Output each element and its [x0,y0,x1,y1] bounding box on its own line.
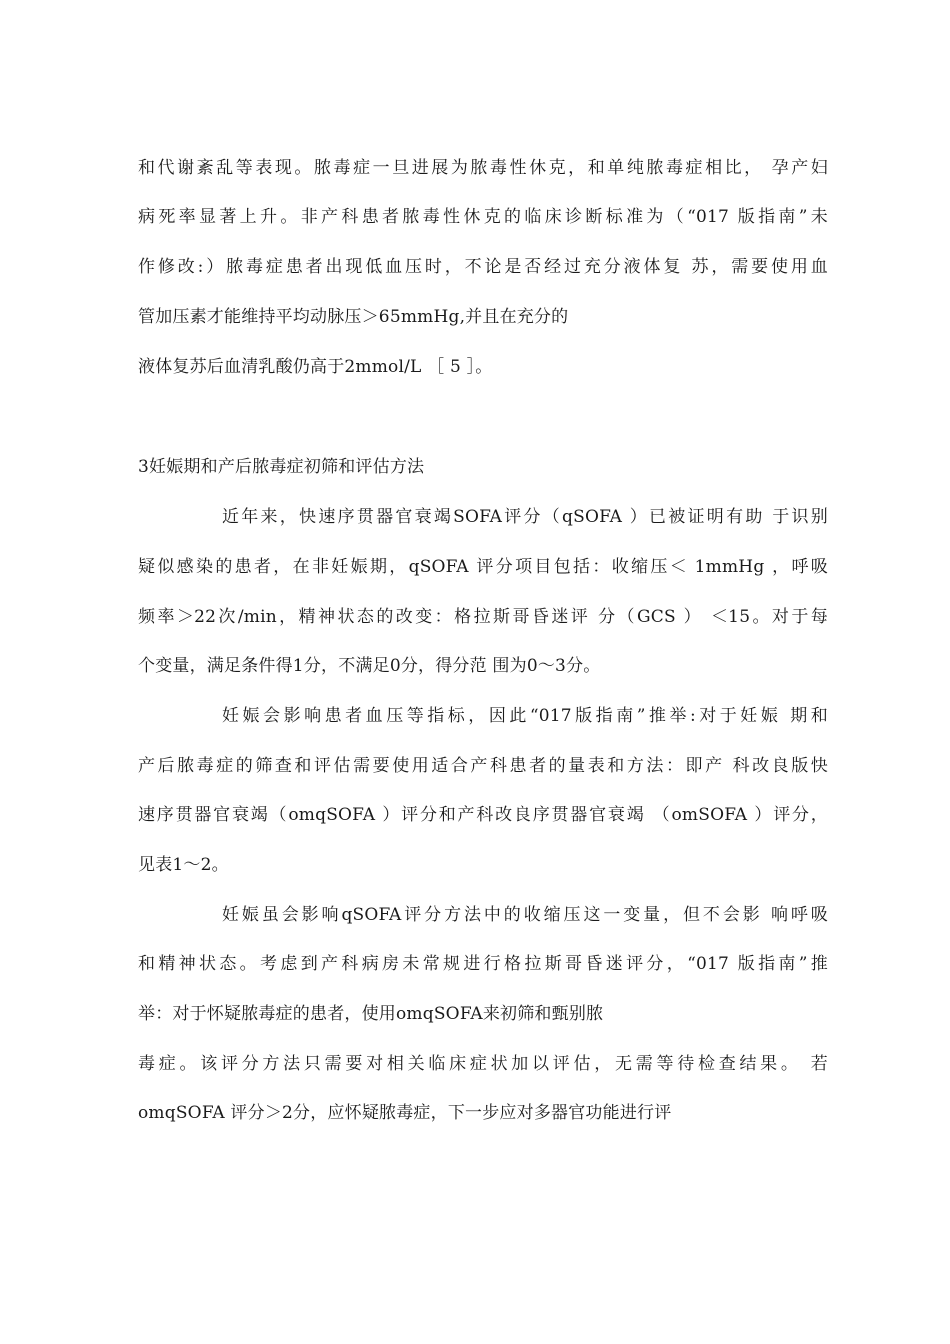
paragraph-1-line-2: 病死率显著上升。非产科患者脓毒性休克的临床诊断标准为（“017 版指南”未 [138,207,828,227]
section-heading: 3妊娠期和产后脓毒症初筛和评估方法 [138,457,425,477]
paragraph-a-line-3: 频率＞22次/min，精神状态的改变：格拉斯哥昏迷评 分（GCS ） ＜15。对于每 [138,607,828,627]
paragraph-c-line-1: 妊娠虽会影响qSOFA评分方法中的收缩压这一变量，但不会影 响呼吸 [222,905,828,925]
paragraph-c-line-5: omqSOFA 评分＞2分，应怀疑脓毒症，下一步应对多器官功能进行评 [138,1103,672,1123]
paragraph-1-line-1: 和代谢紊乱等表现。脓毒症一旦进展为脓毒性休克，和单纯脓毒症相比， 孕产妇 [138,158,828,178]
paragraph-c-line-3: 举：对于怀疑脓毒症的患者，使用omqSOFA来初筛和甄别脓 [138,1004,604,1024]
paragraph-a-line-4: 个变量，满足条件得1分，不满足0分，得分范 围为0〜3分。 [138,656,601,676]
paragraph-b-line-3: 速序贯器官衰竭（omqSOFA ）评分和产科改良序贯器官衰竭 （omSOFA ）评分， [138,805,828,825]
paragraph-c-line-2: 和精神状态。考虑到产科病房未常规进行格拉斯哥昏迷评分，“017 版指南”推 [138,954,828,974]
paragraph-b-line-4: 见表1〜2。 [138,855,229,875]
paragraph-a-line-2: 疑似感染的患者，在非妊娠期，qSOFA 评分项目包括：收缩压＜ 1mmHg ，呼吸 [138,557,828,577]
paragraph-1-line-4: 管加压素才能维持平均动脉压＞65mmHg,并且在充分的 [138,307,569,327]
paragraph-1-line-3: 作修改:）脓毒症患者出现低血压时，不论是否经过充分液体复 苏，需要使用血 [138,257,828,277]
paragraph-b-line-2: 产后脓毒症的筛查和评估需要使用适合产科患者的量表和方法：即产 科改良版快 [138,756,828,776]
paragraph-c-line-4: 毒症。该评分方法只需要对相关临床症状加以评估，无需等待检查结果。 若 [138,1054,828,1074]
paragraph-1-line-5: 液体复苏后血清乳酸仍高于2mmol/L ［ 5 ］。 [138,357,493,377]
paragraph-a-line-1: 近年来，快速序贯器官衰竭SOFA评分（qSOFA ）已被证明有助 于识别 [222,507,828,527]
paragraph-b-line-1: 妊娠会影响患者血压等指标，因此“017版指南”推举:对于妊娠 期和 [222,706,828,726]
